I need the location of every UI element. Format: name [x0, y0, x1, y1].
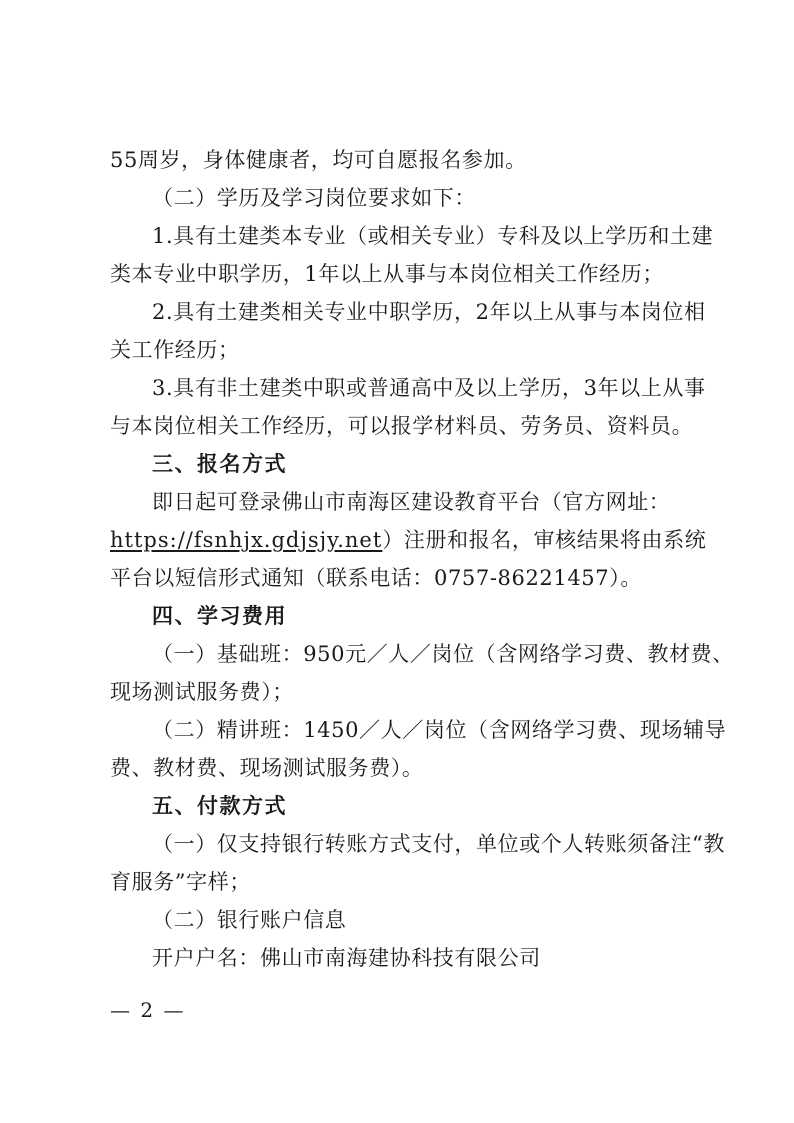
paragraph-line: 3.具有非土建类中职或普通高中及以上学历，3年以上从事	[152, 376, 706, 400]
subsection-heading: （二）学历及学习岗位要求如下：	[152, 186, 476, 210]
paragraph-line: （一）仅支持银行转账方式支付，单位或个人转账须备注“教	[152, 832, 725, 856]
section-heading-fees: 四、学习费用	[152, 604, 287, 628]
website-link[interactable]: https://fsnhjx.gdjsjy.net	[110, 528, 383, 552]
paragraph-line: （一）基础班：950元／人／岗位（含网络学习费、教材费、	[152, 642, 734, 666]
paragraph-line: （二）银行账户信息	[152, 908, 347, 932]
paragraph-line: 开户户名：佛山市南海建协科技有限公司	[152, 946, 541, 970]
section-heading-registration: 三、报名方式	[152, 452, 287, 476]
paragraph-line: 55周岁，身体健康者，均可自愿报名参加。	[110, 148, 527, 172]
paragraph-text: ）注册和报名，审核结果将由系统	[382, 528, 707, 552]
paragraph-line: 1.具有土建类本专业（或相关专业）专科及以上学历和土建	[152, 224, 714, 248]
paragraph-line: 2.具有土建类相关专业中职学历，2年以上从事与本岗位相	[152, 300, 706, 324]
paragraph-line: 类本专业中职学历，1年以上从事与本岗位相关工作经历；	[110, 262, 664, 286]
paragraph-line: 与本岗位相关工作经历，可以报学材料员、劳务员、资料员。	[110, 414, 694, 438]
paragraph-line: 费、教材费、现场测试服务费）。	[110, 756, 424, 780]
section-heading-payment: 五、付款方式	[152, 794, 287, 818]
page-number: — 2 —	[110, 998, 186, 1022]
paragraph-line: （二）精讲班：1450／人／岗位（含网络学习费、现场辅导	[152, 718, 727, 742]
paragraph-line: 即日起可登录佛山市南海区建设教育平台（官方网址：	[152, 490, 671, 514]
paragraph-line: 平台以短信形式通知（联系电话：0757-86221457）。	[110, 566, 642, 590]
paragraph-line: 关工作经历；	[110, 338, 240, 362]
paragraph-line: 育服务”字样；	[110, 870, 251, 894]
paragraph-line	[110, 525, 706, 555]
paragraph-line: 现场测试服务费）；	[110, 680, 294, 704]
